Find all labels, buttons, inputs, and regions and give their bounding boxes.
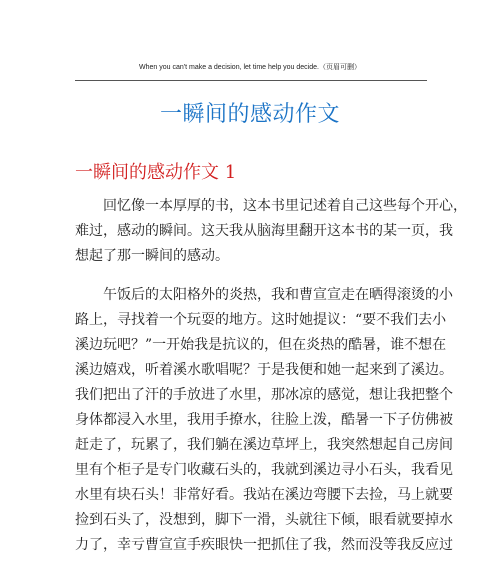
- paragraph-line: 难过，感动的瞬间。这天我从脑海里翻开这本书的某一页，我: [75, 223, 453, 239]
- paragraph-line: 捡到石头了，没想到，脚下一滑，头就往下倾，眼看就要掉水: [75, 512, 453, 528]
- section-heading: 一瞬间的感动作文 1: [75, 162, 237, 183]
- paragraph-line: 里有个柜子是专门收藏石头的，我就到溪边寻小石头，我看见: [75, 462, 453, 478]
- paragraph-line: 溪边玩吧？”一开始我是抗议的，但在炎热的酷暑，谁不想在: [75, 337, 447, 353]
- paragraph-2: [75, 283, 453, 558]
- paragraph-line: 路上，寻找着一个玩耍的地方。这时她提议：“要不我们去小: [75, 312, 447, 328]
- paragraph-line: 水里有块石头！非常好看。我站在溪边弯腰下去捡，马上就要: [75, 487, 453, 503]
- header-divider: [75, 80, 427, 81]
- paragraph-line: 我们把出了汗的手放进了水里，那冰凉的感觉，想让我把整个: [75, 387, 453, 403]
- paragraph-line: 想起了那一瞬间的感动。: [75, 248, 229, 264]
- paragraph-line: 身体都浸入水里，我用手撩水，往脸上泼，酷暑一下子仿佛被: [75, 412, 453, 428]
- paragraph-line: 回忆像一本厚厚的书，这本书里记述着自己这些每个开心，: [103, 198, 467, 214]
- paragraph-line: 溪边嬉戏，听着溪水歌唱呢？于是我便和她一起来到了溪边。: [75, 362, 453, 378]
- document-title: 一瞬间的感动作文: [159, 102, 340, 127]
- paragraph-line: 午饭后的太阳格外的炎热，我和曹宣宣走在晒得滚烫的小: [103, 287, 453, 303]
- paragraph-line: 赶走了，玩累了，我们躺在溪边草坪上，我突然想起自己房间: [75, 437, 453, 453]
- page-header: When you can't make a decision, let time help you decide.（页眉可删）: [139, 64, 361, 71]
- paragraph-1: [75, 194, 467, 269]
- paragraph-line: 力了，幸亏曹宣宣手疾眼快一把抓住了我，然而没等我反应过: [75, 537, 453, 553]
